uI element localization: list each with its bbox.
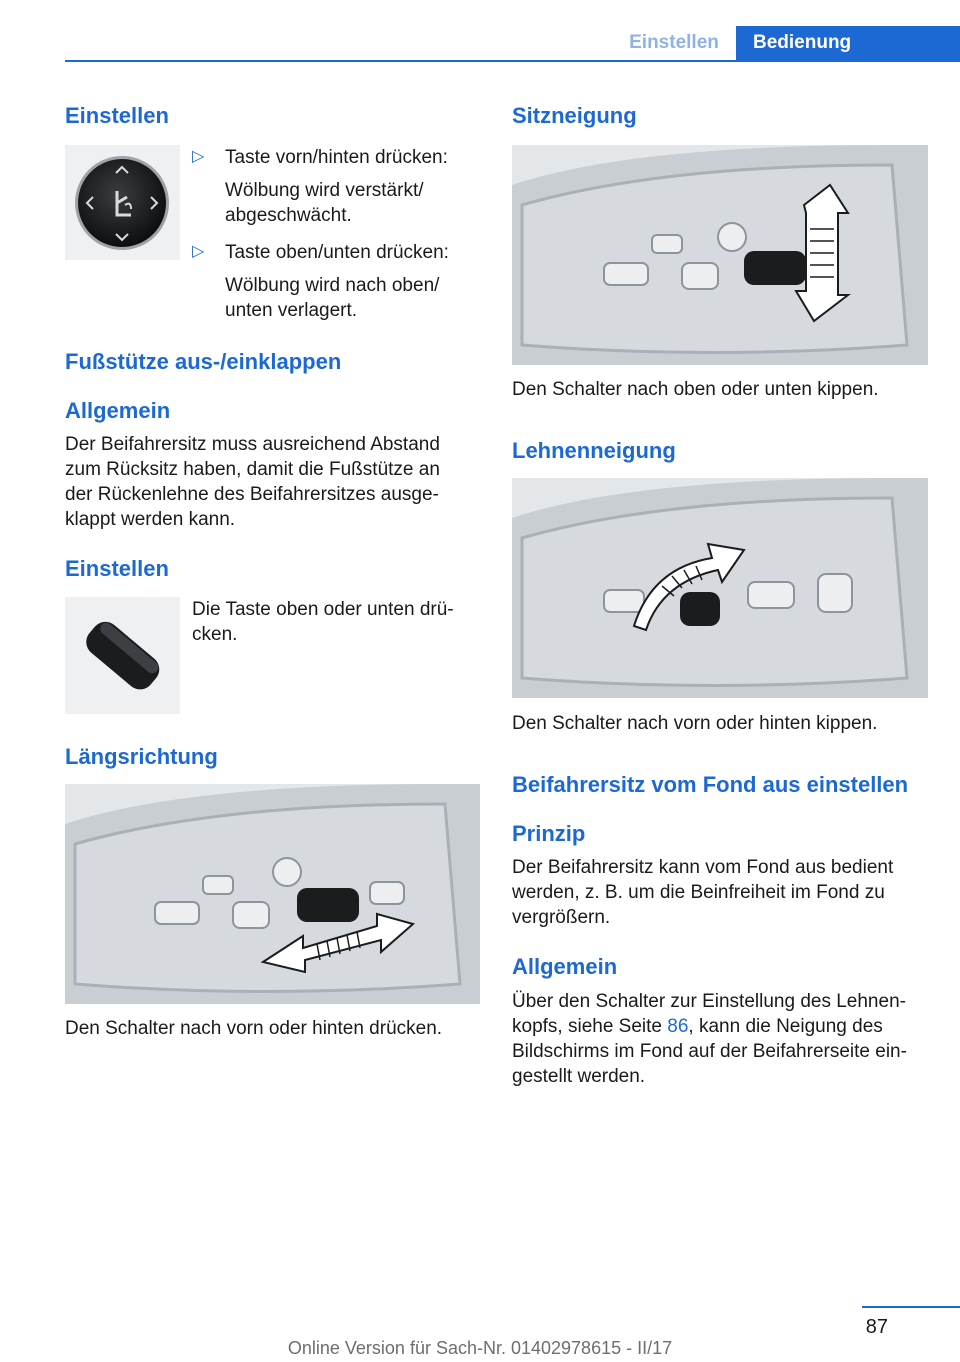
bullet-triangle-icon: ▷ — [192, 243, 205, 260]
allgemein2-text — [512, 989, 927, 1089]
seat-switch-image-backrest — [512, 478, 928, 698]
laengsrichtung-heading: Längsrichtung — [65, 744, 218, 769]
footer-rule — [862, 1306, 960, 1308]
bullet-title: Taste vorn/hinten drücken: — [225, 147, 448, 168]
einstellen-heading: Einstellen — [65, 103, 169, 128]
seat-switch-image-tilt — [512, 145, 928, 365]
online-version-footer: Online Version für Sach-Nr. 01402978615 - II/17 — [287, 1338, 673, 1358]
bullet-item — [192, 145, 472, 228]
laengs-caption: Den Schalter nach vorn oder hinten drücken. — [65, 1018, 443, 1039]
allgemein-text: Der Beifahrersitz muss ausreichend Abstand zum Rücksitz haben, damit die Fußstütze an der Rückenlehne des Beifahrersitzes ausge‐klappt werden kann. — [65, 434, 440, 530]
bullet-item — [192, 240, 472, 323]
page-number: 87 — [865, 1316, 888, 1338]
bullet-title: Taste oben/unten drücken: — [225, 242, 449, 263]
einstellen2-text: Die Taste oben oder unten drü‐cken. — [192, 599, 454, 645]
allgemein-heading: Allgemein — [65, 398, 171, 423]
lumbar-instructions — [192, 145, 472, 323]
prinzip-heading: Prinzip — [512, 821, 586, 846]
prinzip-text: Der Beifahrersitz kann vom Fond aus bedient werden, z. B. um die Beinfreiheit im Fond zu vergrößern. — [512, 857, 894, 928]
allgemein2-heading: Allgemein — [512, 954, 618, 979]
footrest-button-image — [65, 597, 180, 714]
fussstuetze-heading: Fußstütze aus-/einklappen — [65, 349, 342, 374]
allgemein2-text-after: , kann die Neigung des Bildschirms im Fond auf der Beifahrerseite ein‐gestellt werden. — [512, 1016, 907, 1087]
bullet-body: Wölbung wird nach oben/ unten verlagert. — [225, 275, 440, 321]
fond-heading: Beifahrersitz vom Fond aus einstellen — [512, 772, 909, 797]
page-link-86[interactable]: 86 — [667, 1016, 689, 1037]
einstellen2-heading: Einstellen — [65, 556, 169, 581]
lumbar-control-image — [65, 145, 180, 260]
lehnenneigung-heading: Lehnenneigung — [512, 438, 676, 463]
header-tab-bedienung[interactable]: Bedienung — [736, 26, 960, 60]
header-tab-einstellen[interactable]: Einstellen — [629, 32, 719, 53]
header-rule — [65, 60, 960, 62]
sitzneigung-heading: Sitzneigung — [512, 103, 637, 128]
sitz-caption: Den Schalter nach oben oder unten kippen. — [512, 379, 879, 400]
bullet-triangle-icon: ▷ — [192, 148, 205, 165]
lehnen-caption: Den Schalter nach vorn oder hinten kippen. — [512, 713, 878, 734]
seat-switch-image-fore-aft — [65, 784, 480, 1004]
allgemein2-text-before: Über den Schalter zur Einstellung des Lehnen‐kopfs, siehe Seite — [512, 991, 906, 1037]
bullet-body: Wölbung wird verstärkt/ abgeschwächt. — [225, 180, 424, 226]
